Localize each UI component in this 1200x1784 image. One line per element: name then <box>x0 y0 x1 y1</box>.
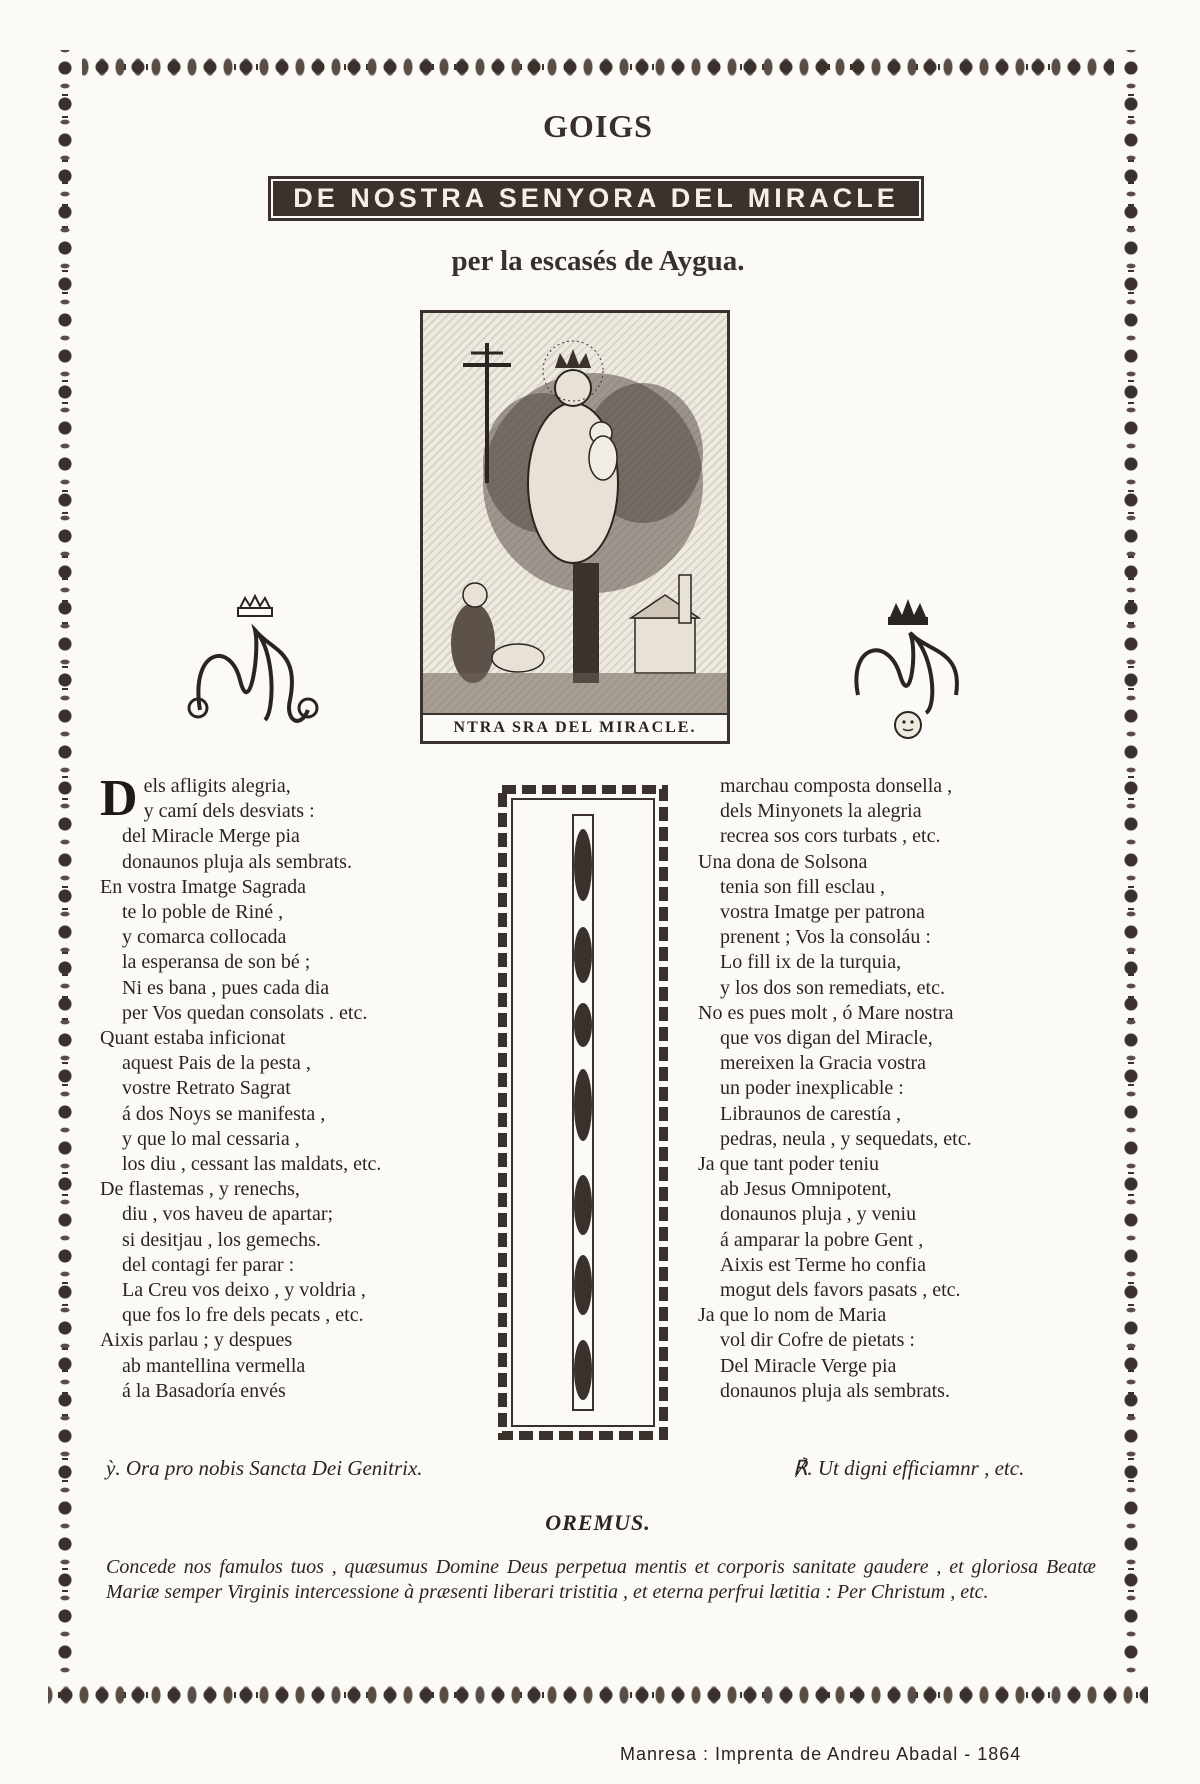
poem-line: Lo fill ix de la turquia, <box>720 951 902 974</box>
versicle: ỳ. Ora pro nobis Sancta Dei Genitrix. <box>106 1456 423 1480</box>
poem-line: diu , vos haveu de apartar; <box>122 1203 334 1226</box>
oremus-heading: OREMUS. <box>545 1510 651 1535</box>
woodcut-caption: NTRA SRA DEL MIRACLE. <box>423 713 727 741</box>
poem-line: Aixis parlau ; y despues <box>100 1329 293 1352</box>
poem-line: la esperansa de son bé ; <box>122 951 311 974</box>
poem-line: De flastemas , y renechs, <box>100 1178 300 1201</box>
poem-line: prenent ; Vos la consoláu : <box>720 926 931 949</box>
poem-line: Ja que tant poder teniu <box>698 1153 880 1176</box>
tagline: per la escasés de Aygua. <box>451 245 745 277</box>
poem-line: aquest Pais de la pesta , <box>122 1052 311 1075</box>
poem-line: y camí dels desviats : <box>143 800 315 823</box>
poem-line: á amparar la pobre Gent , <box>720 1228 924 1251</box>
poem-line: los diu , cessant las maldats, etc. <box>122 1153 382 1176</box>
poem-line: Una dona de Solsona <box>698 850 868 873</box>
poem-line: mogut dels favors pasats , etc. <box>720 1279 961 1302</box>
poem-line: mereixen la Gracia vostra <box>720 1052 927 1075</box>
poem-line: del Miracle Merge pia <box>122 825 300 848</box>
poem-line: per Vos quedan consolats . etc. <box>122 1001 368 1024</box>
poem-line: Ja que lo nom de Maria <box>698 1304 887 1327</box>
poem-line: recrea sos cors turbats , etc. <box>720 825 941 848</box>
poem-line: marchau composta donsella , <box>720 775 953 797</box>
poem-line: y que lo mal cessaria , <box>122 1127 300 1150</box>
poem-line: Quant estaba inficionat <box>100 1027 286 1050</box>
poem-line: un poder inexplicable : <box>720 1077 904 1100</box>
subtitle: DE NOSTRA SENYORA DEL MIRACLE <box>268 176 924 221</box>
poem-line: No es pues molt , ó Mare nostra <box>698 1001 954 1024</box>
drop-cap: D <box>100 770 138 827</box>
poem-line: dels Minyonets la alegria <box>720 800 922 823</box>
woodcut-virgin-image <box>420 310 730 744</box>
poem-line: á la Basadoría envés <box>122 1379 286 1402</box>
poem-line: si desitjau , los gemechs. <box>122 1228 321 1251</box>
poem-line: te lo poble de Riné , <box>122 901 284 924</box>
poem-line: que fos lo fre dels pecats , etc. <box>122 1304 364 1327</box>
poem-line: Ni es bana , pues cada dia <box>122 976 330 999</box>
poem-line: ab mantellina vermella <box>122 1354 306 1377</box>
poem-line: Aixis est Terme ho confia <box>720 1253 926 1276</box>
poem-line: que vos digan del Miracle, <box>720 1027 933 1050</box>
ornamental-border-bottom <box>48 1678 1148 1712</box>
virgin-tree-illustration <box>423 313 727 713</box>
poem-line: donaunos pluja , y veniu <box>720 1203 917 1226</box>
poem-line: vostre Retrato Sagrat <box>122 1077 291 1100</box>
poem-line: vol dir Cofre de pietats : <box>720 1329 915 1352</box>
poem-column-right <box>698 774 1098 1404</box>
response: ℟. Ut digni efficiamnr , etc. <box>793 1456 1025 1480</box>
poem-line: els afligits alegria, <box>143 775 291 797</box>
marian-monogram-left <box>180 590 320 740</box>
poem-column-left <box>100 770 490 1404</box>
goigs-sheet <box>48 50 1148 1705</box>
center-ornament-panel <box>498 785 668 1440</box>
poem-line: donaunos pluja als sembrats. <box>122 850 352 873</box>
poem-line: del contagi fer parar : <box>122 1253 295 1276</box>
prayer-text: Concede nos famulos tuos , quæsumus Domine Deus perpetua mentis et corporis sanitate gaudere , et gloriosa Beatæ Mariæ semper Virginis intercessione à præsenti liberari tristitia , et eterna perfrui lætitia : Per Christum , etc. <box>106 1556 1096 1603</box>
poem-line: á dos Noys se manifesta , <box>122 1102 326 1125</box>
ornamental-border-left <box>48 50 82 1712</box>
poem-line: En vostra Imatge Sagrada <box>100 875 307 898</box>
poem-line: Libraunos de carestía , <box>720 1102 902 1125</box>
poem-line: tenia son fill esclau , <box>720 875 885 898</box>
poem-line: donaunos pluja als sembrats. <box>720 1379 950 1402</box>
poem-line: pedras, neula , y sequedats, etc. <box>720 1127 972 1150</box>
poem-line: La Creu vos deixo , y voldria , <box>122 1279 366 1302</box>
ornamental-border-top <box>48 50 1148 84</box>
poem-line: Del Miracle Verge pia <box>720 1354 897 1377</box>
marian-monogram-right <box>838 595 978 745</box>
printer-imprint: Manresa : Imprenta de Andreu Abadal - 1864 <box>620 1744 1022 1764</box>
subtitle-band <box>166 176 1026 220</box>
poem-line: y los dos son remediats, etc. <box>720 976 945 999</box>
poem-line: vostra Imatge per patrona <box>720 901 925 924</box>
ornamental-border-right <box>1114 50 1148 1712</box>
poem-line: y comarca collocada <box>122 926 287 949</box>
poem-line: ab Jesus Omnipotent, <box>720 1178 892 1201</box>
page-title: GOIGS <box>543 108 653 144</box>
